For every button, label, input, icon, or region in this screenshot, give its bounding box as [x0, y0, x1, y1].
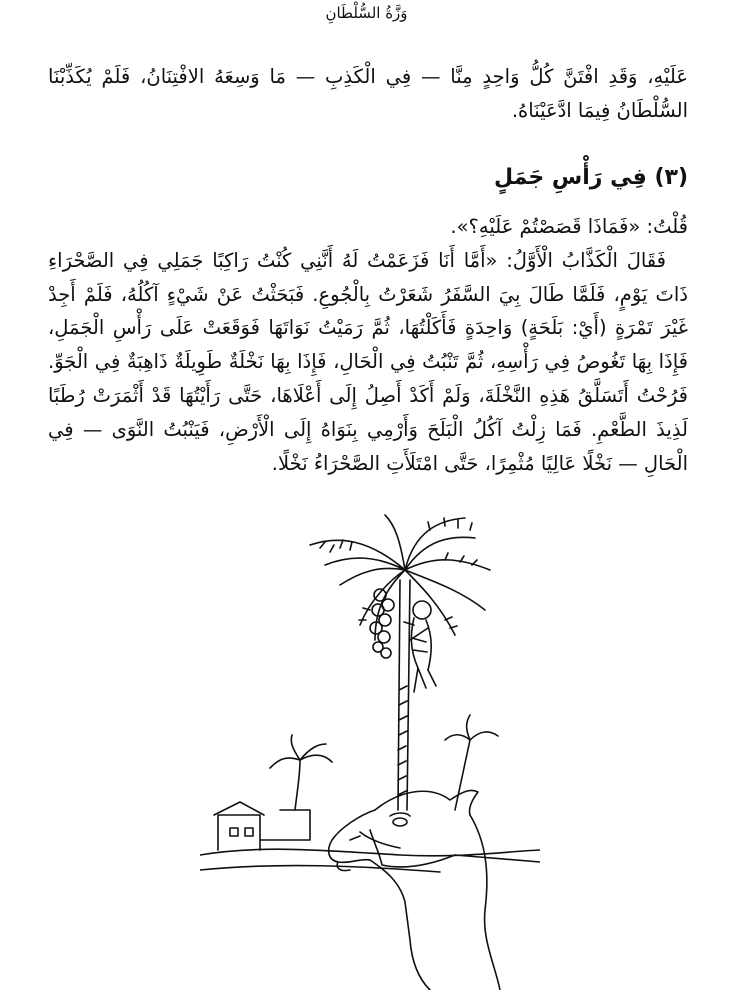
camel-head: [329, 790, 540, 990]
background-village: [200, 715, 540, 872]
story-paragraph-2: فَقَالَ الْكَذَّابُ الْأَوَّلُ: «أَمَّا أَنَا فَزَعَمْتُ لَهُ أَنَّنِي كُنْتُ رَاكِبًا جَمَلِي فِي الصَّحْرَاءِ ذَاتَ يَوْمٍ، فَلَمَّا طَالَ بِيَ السَّفَرُ شَعَرْتُ بِالْجُوعِ. فَبَحَثْتُ عَنْ شَيْءٍ آكُلُهُ، فَلَمْ أَجِدْ غَيْرَ تَمْرَةٍ (أَيْ: بَلَحَةٍ) وَاحِدَةٍ فَأَكَلْتُهَا، ثُمَّ رَمَيْتُ نَوَاتَهَا فَوَقَعَتْ عَلَى رَأْسِ الْجَمَلِ، فَإِذَا بِهَا تَغُوصُ فِي رَأْسِهِ، ثُمَّ تَنْبُتُ فِي الْحَالِ، فَإِذَا بِهَا نَخْلَةٌ طَوِيلَةٌ ذَاهِبَةٌ فِي الْجَوِّ. فَرُحْتُ أَتَسَلَّقُ هَذِهِ النَّخْلَةَ، وَلَمْ أَكَدْ أَصِلُ إِلَى أَعْلَاهَا، حَتَّى رَأَيْتُهَا قَدْ أَثْمَرَتْ رُطَبًا لَذِيذَ الطَّعْمِ. فَمَا زِلْتُ آكُلُ الْبَلَحَ وَأَرْمِي بِنَوَاهُ إِلَى الْأَرْضِ، فَيَنْبُتُ النَّوَى — فِي الْحَالِ — نَخْلًا عَالِيًا مُثْمِرًا، حَتَّى امْتَلَأَتِ الصَّحْرَاءُ نَخْلًا.: [48, 248, 688, 475]
intro-paragraph: [48, 60, 688, 128]
palm-trunk: [398, 580, 410, 810]
story-paragraph-1: قُلْتُ: «فَمَاذَا قَصَصْتُمْ عَلَيْهِ؟».: [450, 215, 688, 238]
story-body: [48, 210, 688, 480]
running-header: وَزَّةُ السُّلْطَانِ: [325, 4, 408, 22]
section-heading: (٣) فِي رَأْسِ جَمَلٍ: [494, 165, 688, 190]
intro-text: عَلَيْهِ، وَقَدِ افْتَنَّ كُلُّ وَاحِدٍ مِنَّا — فِي الْكَذِبِ — مَا وَسِعَهُ الافْتِنَانُ، فَلَمْ يُكَذِّبْنَا السُّلْطَانُ فِيمَا ادَّعَيْنَاهُ.: [48, 65, 688, 122]
camel-palm-illustration: [200, 510, 540, 990]
